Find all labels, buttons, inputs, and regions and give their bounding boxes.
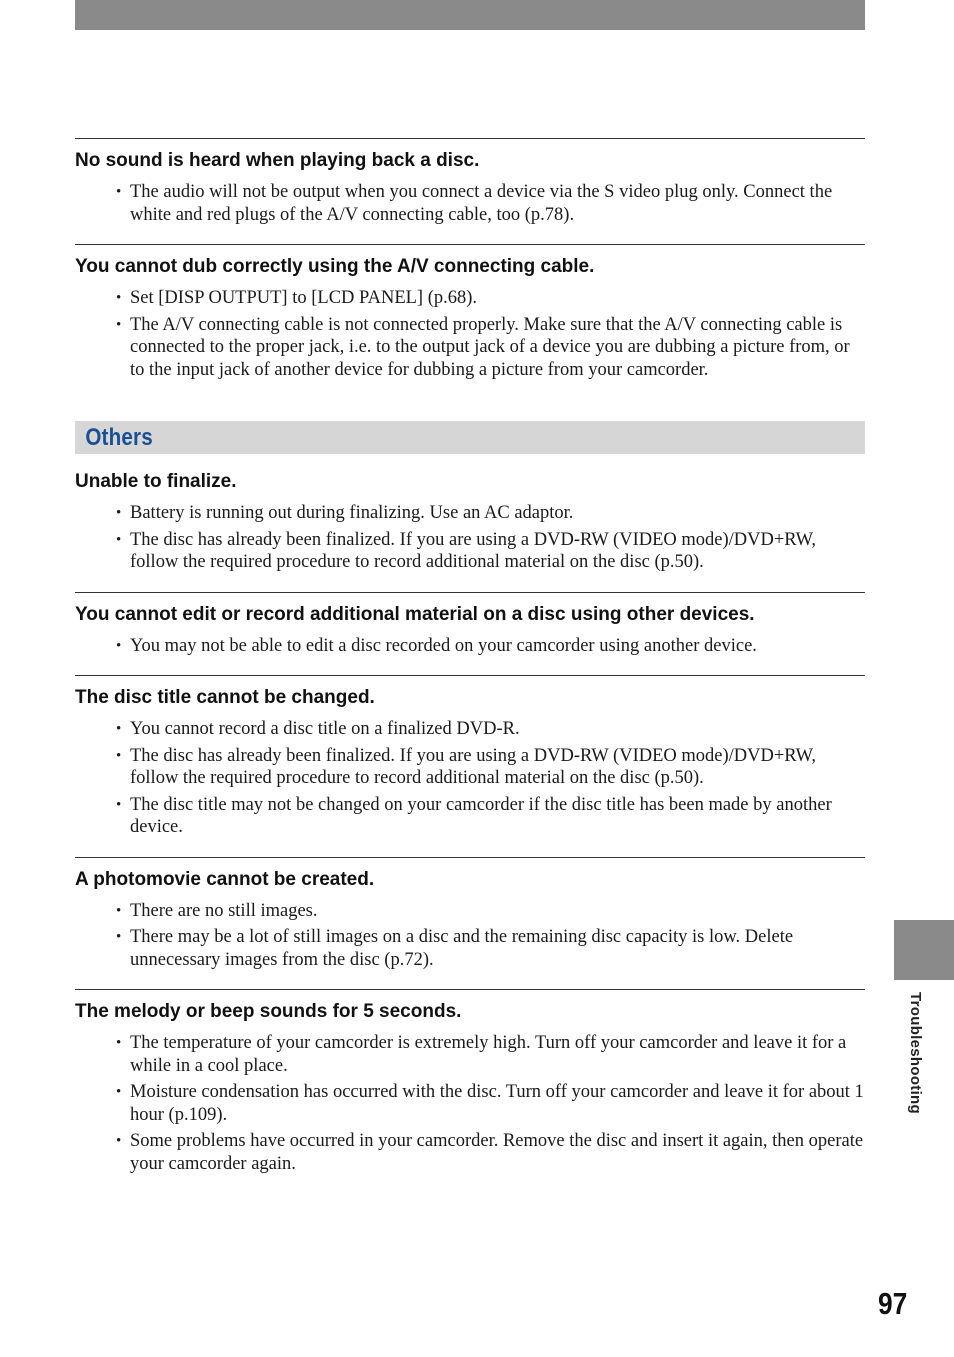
page-content xyxy=(75,138,865,1193)
section-heading: Others xyxy=(85,423,153,451)
bullet-item: • Set [DISP OUTPUT] to [LCD PANEL] (p.68). xyxy=(75,287,865,310)
bullet-item: • There may be a lot of still images on a disc and the remaining disc capacity is low. Delete unnecessary images from the disc (p.72). xyxy=(75,926,865,971)
troubleshoot-entry xyxy=(75,592,865,676)
entry-title: You cannot edit or record additional material on a disc using other devices. xyxy=(75,603,755,625)
troubleshoot-entry xyxy=(75,989,865,1193)
bullet-item: • The disc has already been finalized. If you are using a DVD-RW (VIDEO mode)/DVD+RW, follow the required procedure to record additional material on the disc (p.50). xyxy=(75,529,865,574)
bullet-item: • You may not be able to edit a disc recorded on your camcorder using another device. xyxy=(75,635,865,658)
bullet-list xyxy=(75,181,865,226)
bullet-list xyxy=(75,635,865,658)
section-heading-bar xyxy=(75,421,865,454)
bullet-item: • You cannot record a disc title on a finalized DVD-R. xyxy=(75,718,865,741)
bullet-item: • The audio will not be output when you connect a device via the S video plug only. Connect the white and red plugs of the A/V connecting cable, too (p.78). xyxy=(75,181,865,226)
chapter-tab-label: Troubleshooting xyxy=(907,992,924,1114)
page-number: 97 xyxy=(878,1286,908,1321)
troubleshoot-entry xyxy=(75,138,865,244)
entry-title: The melody or beep sounds for 5 seconds. xyxy=(75,1001,462,1022)
bullet-item: • The temperature of your camcorder is extremely high. Turn off your camcorder and leave it for a while in a cool place. xyxy=(75,1032,865,1077)
bullet-item: • The disc has already been finalized. If you are using a DVD-RW (VIDEO mode)/DVD+RW, follow the required procedure to record additional material on the disc (p.50). xyxy=(75,745,865,790)
chapter-tab xyxy=(894,920,954,980)
bullet-item: • The A/V connecting cable is not connected properly. Make sure that the A/V connecting cable is connected to the proper jack, i.e. to the output jack of a device you are dubbing a picture from, or to the input jack of another device for dubbing a picture from your camcorder. xyxy=(75,314,865,382)
bullet-list xyxy=(75,900,865,972)
entry-title: No sound is heard when playing back a disc. xyxy=(75,150,480,171)
troubleshoot-entry xyxy=(75,857,865,990)
bullet-list xyxy=(75,1032,865,1175)
bullet-list xyxy=(75,287,865,381)
troubleshoot-entry xyxy=(75,454,865,592)
bullet-list xyxy=(75,502,865,574)
troubleshoot-entry xyxy=(75,244,865,399)
bullet-item: • There are no still images. xyxy=(75,900,865,923)
troubleshoot-entry xyxy=(75,675,865,857)
bullet-item: • Moisture condensation has occurred with the disc. Turn off your camcorder and leave it for about 1 hour (p.109). xyxy=(75,1081,865,1126)
entry-title: You cannot dub correctly using the A/V connecting cable. xyxy=(75,256,595,277)
bullet-item: • Battery is running out during finalizing. Use an AC adaptor. xyxy=(75,502,865,525)
entry-title: The disc title cannot be changed. xyxy=(75,687,375,708)
entry-title: A photomovie cannot be created. xyxy=(75,868,375,890)
bullet-item: • Some problems have occurred in your camcorder. Remove the disc and insert it again, then operate your camcorder again. xyxy=(75,1130,865,1175)
entry-title: Unable to finalize. xyxy=(75,471,237,492)
bullet-list xyxy=(75,718,865,839)
header-bar xyxy=(75,0,865,30)
bullet-item: • The disc title may not be changed on your camcorder if the disc title has been made by another device. xyxy=(75,794,865,839)
